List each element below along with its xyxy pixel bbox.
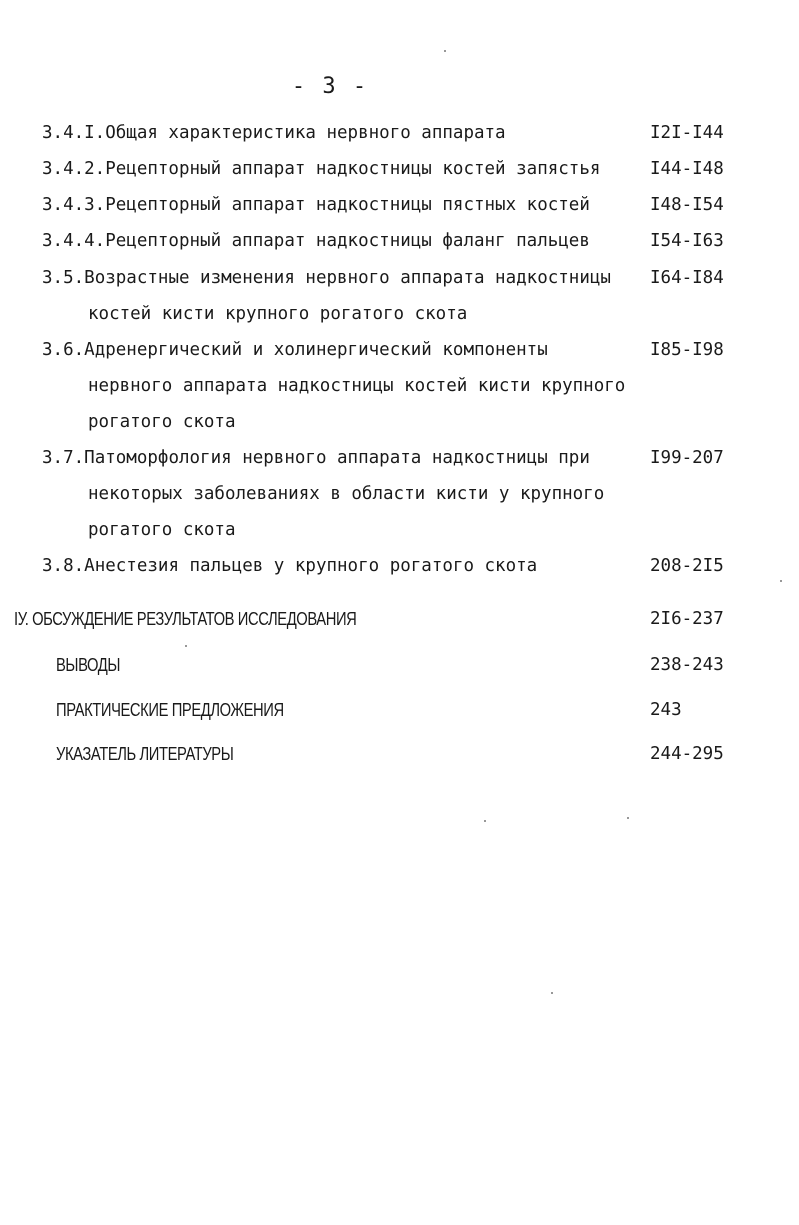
- toc-entry-number: 3.6.: [42, 340, 85, 360]
- toc-entry-pages: I85-I98: [650, 340, 724, 360]
- toc-entry-3-4-4: [42, 233, 590, 251]
- toc-chapter-4: [14, 610, 356, 628]
- page-number: - 3 -: [291, 74, 369, 99]
- toc-entry-title-continuation: некоторых заболеваниях в области кисти у крупного: [88, 484, 605, 504]
- scan-speck: [185, 645, 187, 647]
- toc-chapter-title: ОБСУЖДЕНИЕ РЕЗУЛЬТАТОВ ИССЛЕДОВАНИЯ: [32, 609, 357, 629]
- toc-entry-title: Рецепторный аппарат надкостницы костей запястья: [105, 159, 601, 179]
- toc-chapter-pages: 244-295: [650, 744, 724, 764]
- toc-entry-3-7: [42, 450, 590, 468]
- toc-entry-3-4-1: [42, 125, 506, 143]
- toc-entry-number: 3.4.3.: [42, 195, 106, 215]
- toc-entry-title-continuation: нервного аппарата надкостницы костей кисти крупного: [88, 376, 626, 396]
- toc-entry-title: Рецепторный аппарат надкостницы фаланг пальцев: [105, 231, 590, 251]
- toc-entry-title: Возрастные изменения нервного аппарата надкостницы: [84, 268, 611, 288]
- toc-conclusions: ВЫВОДЫ: [56, 655, 121, 675]
- toc-chapter-number: IУ.: [14, 609, 29, 629]
- toc-entry-pages: I99-207: [650, 448, 724, 468]
- toc-entry-number: 3.8.: [42, 556, 85, 576]
- toc-entry-number: 3.5.: [42, 268, 85, 288]
- scan-speck: [444, 50, 446, 52]
- toc-entry-3-4-2: [42, 161, 600, 179]
- toc-bibliography: УКАЗАТЕЛЬ ЛИТЕРАТУРЫ: [56, 744, 234, 764]
- toc-chapter-pages: 238-243: [650, 655, 724, 675]
- toc-entry-3-5: [42, 270, 611, 288]
- toc-practical-proposals: ПРАКТИЧЕСКИЕ ПРЕДЛОЖЕНИЯ: [56, 700, 284, 720]
- toc-entry-3-8: [42, 558, 537, 576]
- scan-speck: [627, 817, 629, 819]
- toc-entry-number: 3.4.4.: [42, 231, 106, 251]
- toc-entry-3-4-3: [42, 197, 590, 215]
- toc-entry-title-continuation: рогатого скота: [88, 412, 236, 432]
- toc-entry-title-continuation: костей кисти крупного рогатого скота: [88, 304, 468, 324]
- toc-entry-3-6: [42, 342, 548, 360]
- toc-entry-title: Адренергический и холинергический компоненты: [84, 340, 548, 360]
- toc-chapter-pages: 243: [650, 700, 682, 720]
- toc-entry-pages: I54-I63: [650, 231, 724, 251]
- scan-speck: [484, 820, 486, 822]
- toc-entry-number: 3.4.I.: [42, 123, 106, 143]
- toc-entry-pages: 208-2I5: [650, 556, 724, 576]
- toc-entry-title: Рецепторный аппарат надкостницы пястных костей: [105, 195, 590, 215]
- toc-entry-pages: I2I-I44: [650, 123, 724, 143]
- toc-chapter-pages: 2I6-237: [650, 609, 724, 629]
- scan-speck: [551, 992, 553, 994]
- toc-entry-title: Общая характеристика нервного аппарата: [105, 123, 506, 143]
- toc-entry-pages: I44-I48: [650, 159, 724, 179]
- toc-entry-pages: I64-I84: [650, 268, 724, 288]
- toc-entry-title-continuation: рогатого скота: [88, 520, 236, 540]
- toc-entry-number: 3.4.2.: [42, 159, 106, 179]
- toc-entry-number: 3.7.: [42, 448, 85, 468]
- toc-entry-title: Патоморфология нервного аппарата надкостницы при: [84, 448, 590, 468]
- scan-speck: [780, 580, 782, 582]
- toc-entry-title: Анестезия пальцев у крупного рогатого скота: [84, 556, 538, 576]
- toc-entry-pages: I48-I54: [650, 195, 724, 215]
